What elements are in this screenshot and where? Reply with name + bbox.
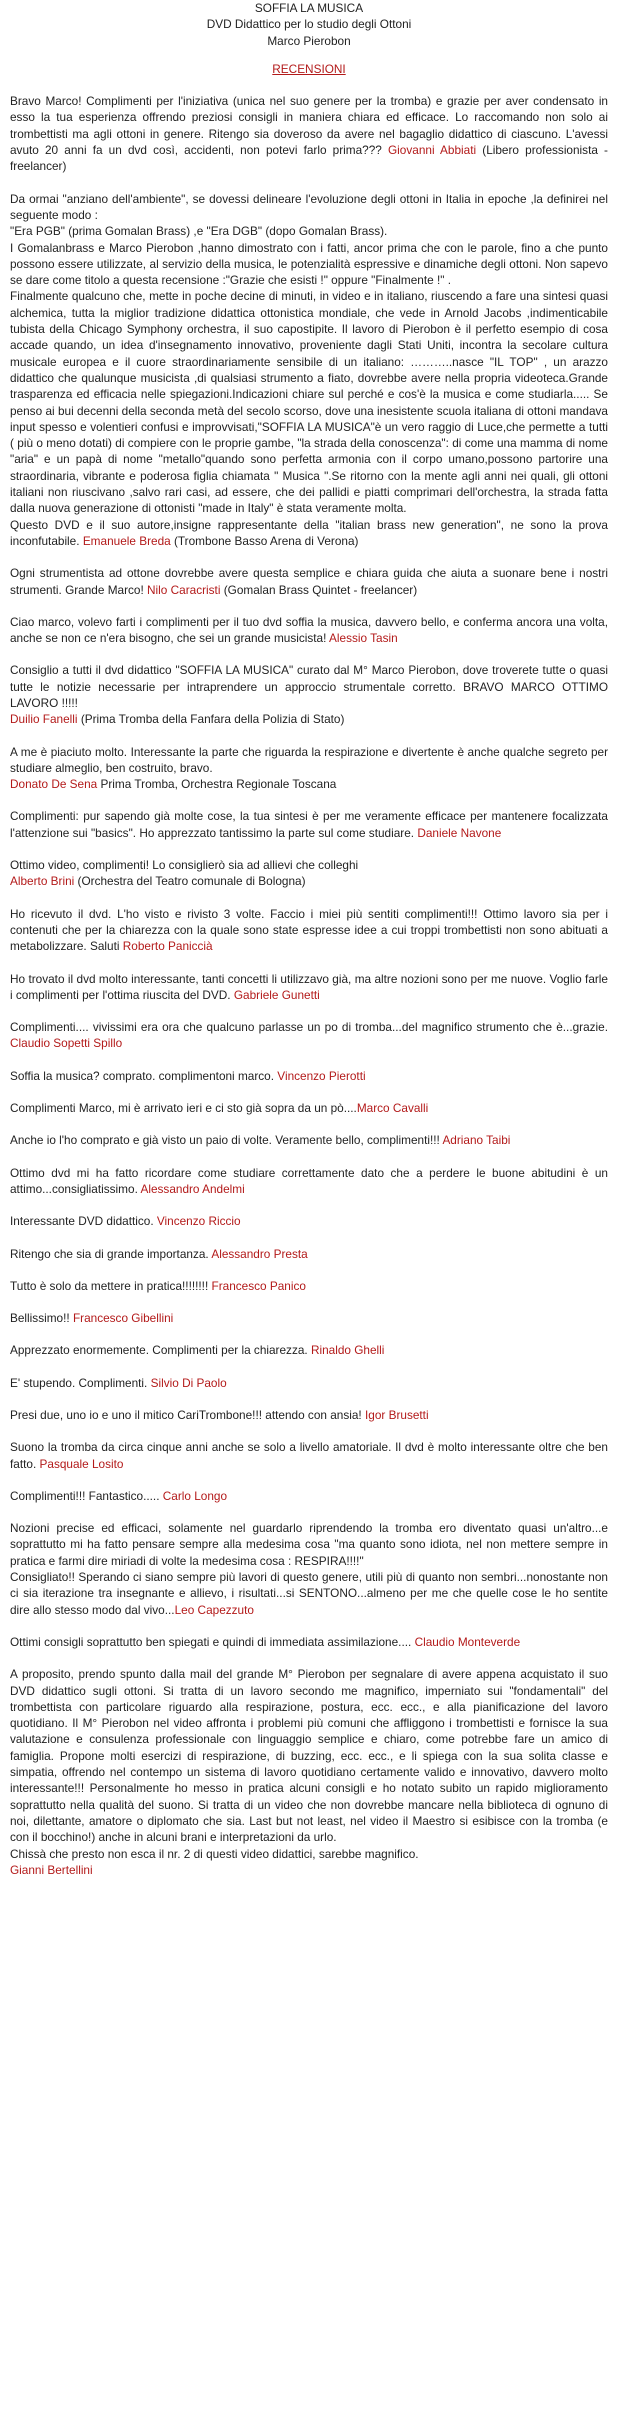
reviewer-name: Vincenzo Riccio [156,1214,241,1229]
review-paragraph [10,808,608,841]
review-paragraph [10,223,608,239]
review-paragraph [10,1068,608,1084]
review-text: Tutto è solo da mettere in pratica!!!!!!!! [10,1278,212,1293]
review-paragraph [10,1246,608,1262]
review-entry [10,614,608,647]
header [10,0,608,49]
review-entry [10,1132,608,1148]
review-entry [10,906,608,955]
review-text: Ho ricevuto il dvd. L'ho visto e rivisto 3 volte. Faccio i miei più sentiti complimenti!!! Ottimo lavoro sia per i contenuti che per la chiarezza con la quale sono state espresse idee a cui troppi trombettisti non sono abituati a metabolizzare. Saluti [10,906,608,954]
review-entry [10,1278,608,1294]
review-text: A proposito, prendo spunto dalla mail del grande M° Pierobon per segnalare di avere appena acquistato il suo DVD didattico sugli ottoni. Si tratta di un lavoro secondo me magnifico, imperniato sui "fondamentali" del trombettista con particolare riguardo alla respirazione, postura, ecc. ecc., e alla pianificazione del lavoro quotidiano. Il M° Pierobon nel video affronta i problemi più comuni che affliggono i trombettisti e fornisce la sua valutazione e consulenza professionale con linguaggio semplice e chiaro, come potrebbe fare un amico di famiglia. Propone molti esercizi di respirazione, di buzzing, ecc. ecc., e li spiega con la sua solita classe e simpatia, offrendo nel contempo un sistema di lavoro quotidiano certamente valido e innovativo, davvero molto interessante!!! Personalmente ho messo in pratica alcuni consigli e ho notato subito un rapido miglioramento soprattutto nella qualità del suono. Si tratta di un video che non dovrebbe mancare nella biblioteca di ognuno di noi, dilettante, amatore o diplomato che sia. Last but not least, nel video il Maestro si esibisce con la tromba (e con il bocchino!) anche in alcuni brani e interpretazioni da urlo. [10,1667,608,1845]
review-entry [10,662,608,727]
review-text: Finalmente qualcuno che, mette in poche decine di minuti, in video e in italiano, riuscendo a fare una sintesi quasi alchemica, tutta la miglior tradizione didattica ottonistica mondiale, che vede in Arnold Jacobs ,indimenticabile tubista della Chicago Symphony orchestra, il suo capostipite. Il lavoro di Pierobon è il perfetto esempio di cosa accade quando, un idea d'insegnamento innovativo, proveniente dagli Stati Uniti, incontra la secolare cultura musicale europea e il cuore straordinariamente sensibile di un italiano: ………..nasce "IL TOP" , un arazzo didattico che qualunque musicista ,di qualsiasi strumento a fiato, dovrebbe avere nella propria videoteca.Grande trasparenza ed efficacia nelle spiegazioni.Indicazioni chiare sul perché e cos'è la musica e come studiarla..... Se penso ai bui decenni della seconda metà del secolo scorso, dove una inesistente scuola italiana di ottoni mandava input spesso e volentieri confusi e improvvisati,"SOFFIA LA MUSICA"è un vero raggio di Luce,che permette a tutti ( più o meno dotati) di compiere con le proprie gambe, "la strada della conoscenza": di come una mamma di nome "aria" e un papà di nome "metallo"quando sono perfetta armonia con il corpo umano,possono partorire una straordinaria, vibrante e poderosa figlia chiamata " Musica ".Se ritorno con la mente agli anni nei quali, gli ottoni italiani non riuscivano ,salvo rari casi, ad essere, che dei pallidi e piatti comprimari dell'orchestra, la strada fatta dalla nuova generazione di ottonisti "made in Italy" è stata veramente molta. [10,289,608,516]
reviewer-name: Claudio Sopetti Spillo [10,1036,123,1051]
review-entry [10,1213,608,1229]
reviewer-name: Alessandro Andelmi [140,1181,245,1196]
review-entry [10,1165,608,1198]
review-text: Da ormai "anziano dell'ambiente", se dovessi delineare l'evoluzione degli ottoni in Italia in epoche ,la definirei nel seguente modo : [10,191,608,222]
reviewer-role: (Prima Tromba della Fanfara della Polizia di Stato) [77,712,345,727]
review-entry [10,565,608,598]
review-entry [10,1375,608,1391]
review-paragraph [10,1846,608,1862]
review-paragraph [10,1375,608,1391]
review-paragraph [10,744,608,777]
reviewer-name: Claudio Monteverde [414,1634,521,1649]
reviews-list [10,93,608,1878]
reviewer-name: Donato De Sena [10,777,98,792]
review-entry [10,1407,608,1423]
reviewer-role: Prima Tromba, Orchestra Regionale Toscana [97,777,337,792]
review-entry [10,1634,608,1650]
review-text: Complimenti!!! Fantastico..... [10,1488,163,1503]
review-entry [10,1520,608,1618]
review-entry [10,1246,608,1262]
reviewer-name: Giovanni Abbiati [388,143,477,158]
review-text: Interessante DVD didattico. [10,1214,157,1229]
review-paragraph [10,1569,608,1618]
review-entry [10,1100,608,1116]
review-paragraph [10,614,608,647]
review-entry [10,1342,608,1358]
review-paragraph [10,1342,608,1358]
review-paragraph [10,1310,608,1326]
review-paragraph [10,565,608,598]
reviewer-name: Duilio Fanelli [10,712,78,727]
reviewer-name: Carlo Longo [162,1488,228,1503]
product-title: SOFFIA LA MUSICA [254,1,364,15]
review-entry [10,808,608,841]
reviewer-name: Adriano Taibi [442,1133,511,1148]
review-entry [10,971,608,1004]
reviewer-name: Alessandro Presta [211,1246,308,1261]
review-text: Consiglio a tutti il dvd didattico "SOFFIA LA MUSICA" curato dal M° Marco Pierobon, dove troverete tutte o quasi tutte le notizie necessarie per intraprendere un approccio strumentale corretto. BRAVO MARCO OTTIMO LAVORO !!!!! [10,663,608,710]
review-entry [10,744,608,793]
review-paragraph [10,1165,608,1198]
review-paragraph [10,1278,608,1294]
reviewer-name: Emanuele Breda [82,533,171,548]
review-text: E' stupendo. Complimenti. [10,1375,151,1390]
review-paragraph [10,1439,608,1472]
review-text: A me è piaciuto molto. Interessante la parte che riguarda la respirazione e divertente è anche qualche segreto per studiare almeglio, ben costruito, bravo. [10,744,608,775]
reviewer-name: Alberto Brini [10,874,75,889]
review-text: Ottimo video, complimenti! Lo consiglierò sia ad allievi che colleghi [10,858,359,873]
review-text: I Gomalanbrass e Marco Pierobon ,hanno dimostrato con i fatti, ancor prima che con le parole, fino a che punto possono essere utilizzate, al servizio della musica, le potenzialità espressive e dinamiche degli ottoni. Non sapevo se dare come titolo a questa recensione :"Grazie che esisti !" oppure "Finalmente !" . [10,240,608,288]
reviewer-role: (Libero professionista - freelancer) [10,143,608,174]
review-paragraph [10,662,608,711]
review-text: Presi due, uno io e uno il mitico CariTrombone!!! attendo con ansia! [10,1408,365,1422]
review-text: Bravo Marco! Complimenti per l'iniziativa (unica nel suo genere per la tromba) e grazie per aver condensato in esso la tua esperienza offrendo preziosi consigli in maniera chiara ed efficace. Lo raccomando non solo ai trombettisti ma agli ottoni in genere. Ritengo sia doveroso da avere nel bagaglio didattico di ciascuno. L'avessi avuto 20 anni fa un dvd così, accidenti, non potevi farlo prima??? [10,94,608,158]
review-paragraph [10,93,608,174]
reviewer-name: Igor Brusetti [364,1408,429,1422]
review-text: Questo DVD e il suo autore,insigne rappresentante della "italian brass new generation", ne sono la prova inconfutabile. [10,517,608,548]
reviewer-name: Francesco Gibellini [72,1311,174,1326]
review-text: Complimenti: pur sapendo già molte cose, la tua sintesi è per me veramente efficace per mantenere focalizzata l'attenzione sui "basics". Ho apprezzato tantissimo la parte sul come studiare. [10,809,608,840]
review-entry [10,1019,608,1052]
author-name: Marco Pierobon [267,33,351,48]
review-paragraph [10,1520,608,1569]
review-text: Anche io l'ho comprato e già visto un paio di volte. Veramente bello, complimenti!!! [10,1133,443,1148]
reviewer-name: Leo Capezzuto [174,1602,254,1617]
review-text: Consigliato!! Sperando ci siano sempre più lavori di questo genere, utili più di quanto non sembri...nonostante non ci sia iterazione tra insegnante e allievo, i risultati...si SENTONO...almeno per me che quelle cose le ho sentite dire allo stesso modo dal vivo... [10,1570,608,1617]
review-paragraph [10,517,608,550]
review-entry [10,1666,608,1878]
reviewer-name: Gianni Bertellini [10,1862,93,1877]
reviewer-name: Silvio Di Paolo [150,1375,227,1390]
review-text: Bellissimo!! [10,1311,73,1326]
review-entry [10,1439,608,1472]
review-text: Ciao marco, volevo farti i complimenti per il tuo dvd soffia la musica, davvero bello, e conferma ancora una volta, anche se non ce n'era bisogno, che sei un grande musicista! [10,614,608,646]
review-text: Apprezzato enormemente. Complimenti per la chiarezza. [10,1343,311,1358]
review-paragraph [10,1100,608,1116]
review-entry [10,1068,608,1084]
review-entry [10,191,608,550]
review-entry [10,857,608,890]
page [10,0,608,1878]
reviewer-name: Marco Cavalli [356,1101,429,1116]
review-text: Ottimi consigli soprattutto ben spiegati e quindi di immediata assimilazione.... [10,1634,415,1649]
reviewer-name: Pasquale Losito [39,1456,124,1471]
review-paragraph [10,1634,608,1650]
review-entry [10,1310,608,1326]
review-text: Complimenti.... vivissimi era ora che qualcuno parlasse un po di tromba...del magnifico strumento che è...grazie. [10,1020,608,1035]
review-entry [10,1488,608,1504]
review-paragraph [10,873,608,889]
review-entry [10,93,608,174]
review-text: Ogni strumentista ad ottone dovrebbe avere questa semplice e chiara guida che aiuta a suonare bene i nostri strumenti. Grande Marco! [10,566,608,597]
reviewer-role: (Gomalan Brass Quintet - freelancer) [220,582,418,597]
review-paragraph [10,857,608,873]
review-paragraph [10,1407,608,1423]
reviewer-name: Francesco Panico [211,1278,306,1293]
reviewer-role: (Trombone Basso Arena di Verona) [170,533,359,548]
reviewer-name: Nilo Caracristi [147,582,221,597]
review-text: Complimenti Marco, mi è arrivato ieri e ci sto già sopra da un pò.... [10,1101,357,1116]
review-paragraph [10,240,608,289]
product-subtitle: DVD Didattico per lo studio degli Ottoni [206,17,412,32]
review-text: Ritengo che sia di grande importanza. [10,1246,212,1261]
review-paragraph [10,191,608,224]
review-paragraph [10,288,608,516]
reviewer-name: Vincenzo Pierotti [277,1068,366,1083]
review-paragraph [10,906,608,955]
review-text: Soffia la musica? comprato. complimentoni marco. [10,1068,278,1083]
section-heading-wrap [10,61,608,77]
review-text: "Era PGB" (prima Gomalan Brass) ,e "Era DGB" (dopo Gomalan Brass). [10,224,388,239]
reviewer-name: Roberto Paniccià [122,939,213,954]
review-text: Ho trovato il dvd molto interessante, tanti concetti li utilizzavo già, ma altre nozioni sono per me nuove. Voglio farle i complimenti per l'ottima riuscita del DVD. [10,971,608,1002]
review-text: Suono la tromba da circa cinque anni anche se solo a livello amatoriale. Il dvd è molto interessante oltre che ben fatto. [10,1440,608,1471]
review-paragraph [10,1213,608,1229]
review-text: Nozioni precise ed efficaci, solamente nel guardarlo riprendendo la tromba ero diventato quasi un'altro...e soprattutto mi ha fatto pensare sempre alla medesima cosa "ma quanto sono idiota, nel non mettere sempre in pratica e farmi dire miriadi di volte la medesima cosa : RESPIRA!!!!" [10,1521,608,1568]
section-title: RECENSIONI [272,61,346,76]
review-text: Ottimo dvd mi ha fatto ricordare come studiare correttamente dato che a perdere le buone abitudini è un attimo...consigliatissimo. [10,1165,608,1196]
review-paragraph [10,1666,608,1845]
review-text: Chissà che presto non esca il nr. 2 di questi video didattici, sarebbe magnifico. [10,1846,419,1861]
review-paragraph [10,1019,608,1052]
reviewer-name: Daniele Navone [417,825,502,840]
review-paragraph [10,1132,608,1148]
review-paragraph [10,971,608,1004]
reviewer-name: Gabriele Gunetti [233,987,320,1002]
reviewer-role: (Orchestra del Teatro comunale di Bologna) [74,874,306,889]
reviewer-name: Alessio Tasin [329,631,398,646]
review-paragraph [10,1488,608,1504]
review-paragraph [10,776,608,792]
review-paragraph [10,711,608,727]
review-paragraph [10,1862,608,1878]
reviewer-name: Rinaldo Ghelli [310,1343,385,1358]
